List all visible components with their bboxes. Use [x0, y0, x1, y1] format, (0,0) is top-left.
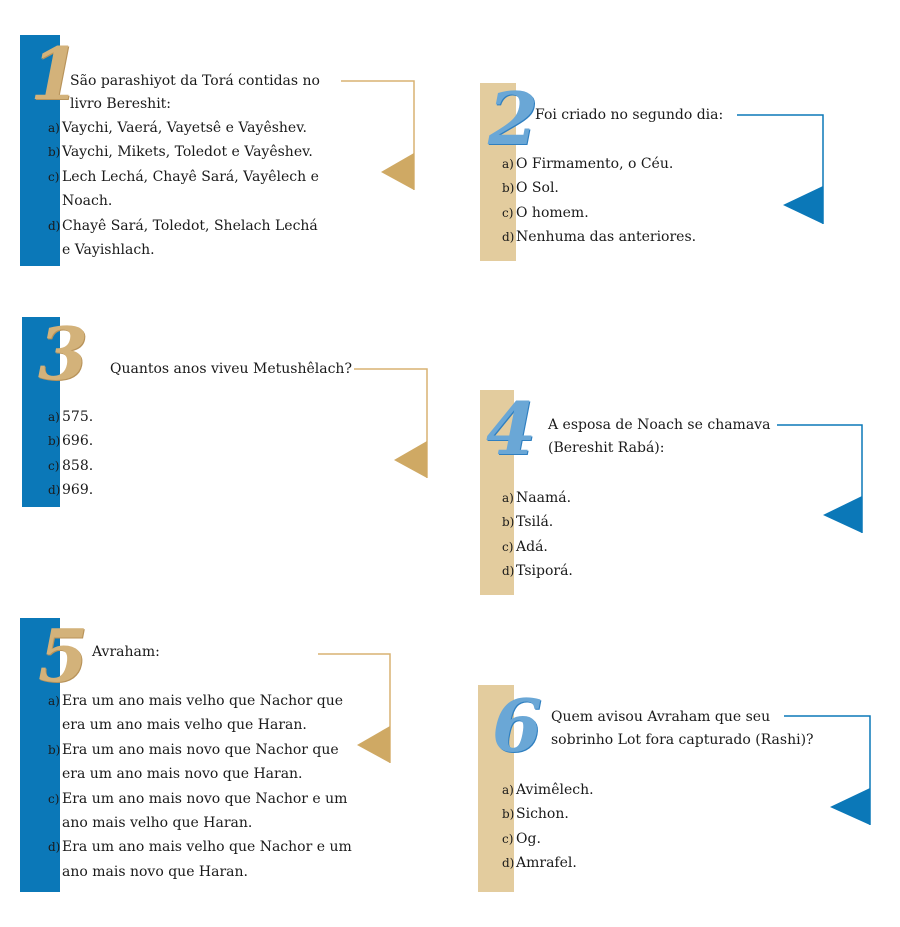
question-text: Avraham: [92, 644, 160, 660]
answer-option-c[interactable]: c) O homem. [502, 204, 589, 221]
question-text: A esposa de Noach se chamava (Bereshit Rabá): [548, 417, 771, 456]
question-number: 6 [492, 683, 543, 768]
question-text: São parashiyot da Torá contidas no livro Bereshit: [70, 73, 320, 112]
answer-option-a[interactable]: a) Naamá. [502, 490, 572, 506]
answer-option-d[interactable]: d) Tsiporá. [502, 563, 573, 580]
answer-option-b[interactable]: b) Tsilá. [502, 514, 554, 531]
answer-option-d[interactable]: d) Chayê Sará, Toledot, Shelach Lechá e Vayishlach. [48, 217, 318, 259]
answer-option-a[interactable]: a) O Firmamento, o Céu. [502, 156, 674, 172]
answer-option-d[interactable]: d) Amrafel. [502, 855, 577, 872]
question-number: 4 [486, 386, 537, 471]
answer-option-b[interactable]: b) O Sol. [502, 180, 559, 197]
answer-option-a[interactable]: a) 575. [48, 409, 94, 425]
answer-option-c[interactable]: c) Adá. [502, 538, 548, 555]
answer-option-a[interactable]: a) Vaychi, Vaerá, Vayetsê e Vayêshev. [48, 120, 307, 136]
answer-option-d[interactable]: d) Era um ano mais velho que Nachor e um ano mais novo que Haran. [48, 839, 352, 880]
answer-option-b[interactable]: b) Sichon. [502, 806, 569, 823]
answer-option-c[interactable]: c) 858. [48, 457, 94, 474]
answer-option-c[interactable]: c) Era um ano mais novo que Nachor e um ano mais velho que Haran. [48, 790, 348, 832]
answer-option-b[interactable]: b) 696. [48, 433, 94, 450]
question-number: 3 [38, 311, 89, 396]
answer-option-d[interactable]: d) Nenhuma das anteriores. [502, 229, 697, 246]
question-number: 1 [30, 31, 81, 116]
answer-option-c[interactable]: c) Og. [502, 830, 541, 847]
answer-option-c[interactable]: c) Lech Lechá, Chayê Sará, Vayêlech e Noach. [48, 168, 319, 210]
answer-option-b[interactable]: b) Vaychi, Mikets, Toledot e Vayêshev. [48, 144, 313, 161]
question-text: Foi criado no segundo dia: [535, 107, 724, 123]
question-text: Quantos anos viveu Metushêlach? [110, 361, 352, 377]
answer-option-a[interactable]: a) Avimêlech. [502, 782, 594, 798]
answer-option-d[interactable]: d) 969. [48, 482, 94, 499]
question-number: 5 [38, 613, 89, 698]
answer-option-a[interactable]: a) Era um ano mais velho que Nachor que era um ano mais velho que Haran. [48, 693, 343, 734]
answer-option-b[interactable]: b) Era um ano mais novo que Nachor que era um ano mais novo que Haran. [48, 741, 339, 783]
question-number: 2 [488, 76, 539, 161]
question-text: Quem avisou Avraham que seu sobrinho Lot fora capturado (Rashi)? [551, 709, 814, 748]
